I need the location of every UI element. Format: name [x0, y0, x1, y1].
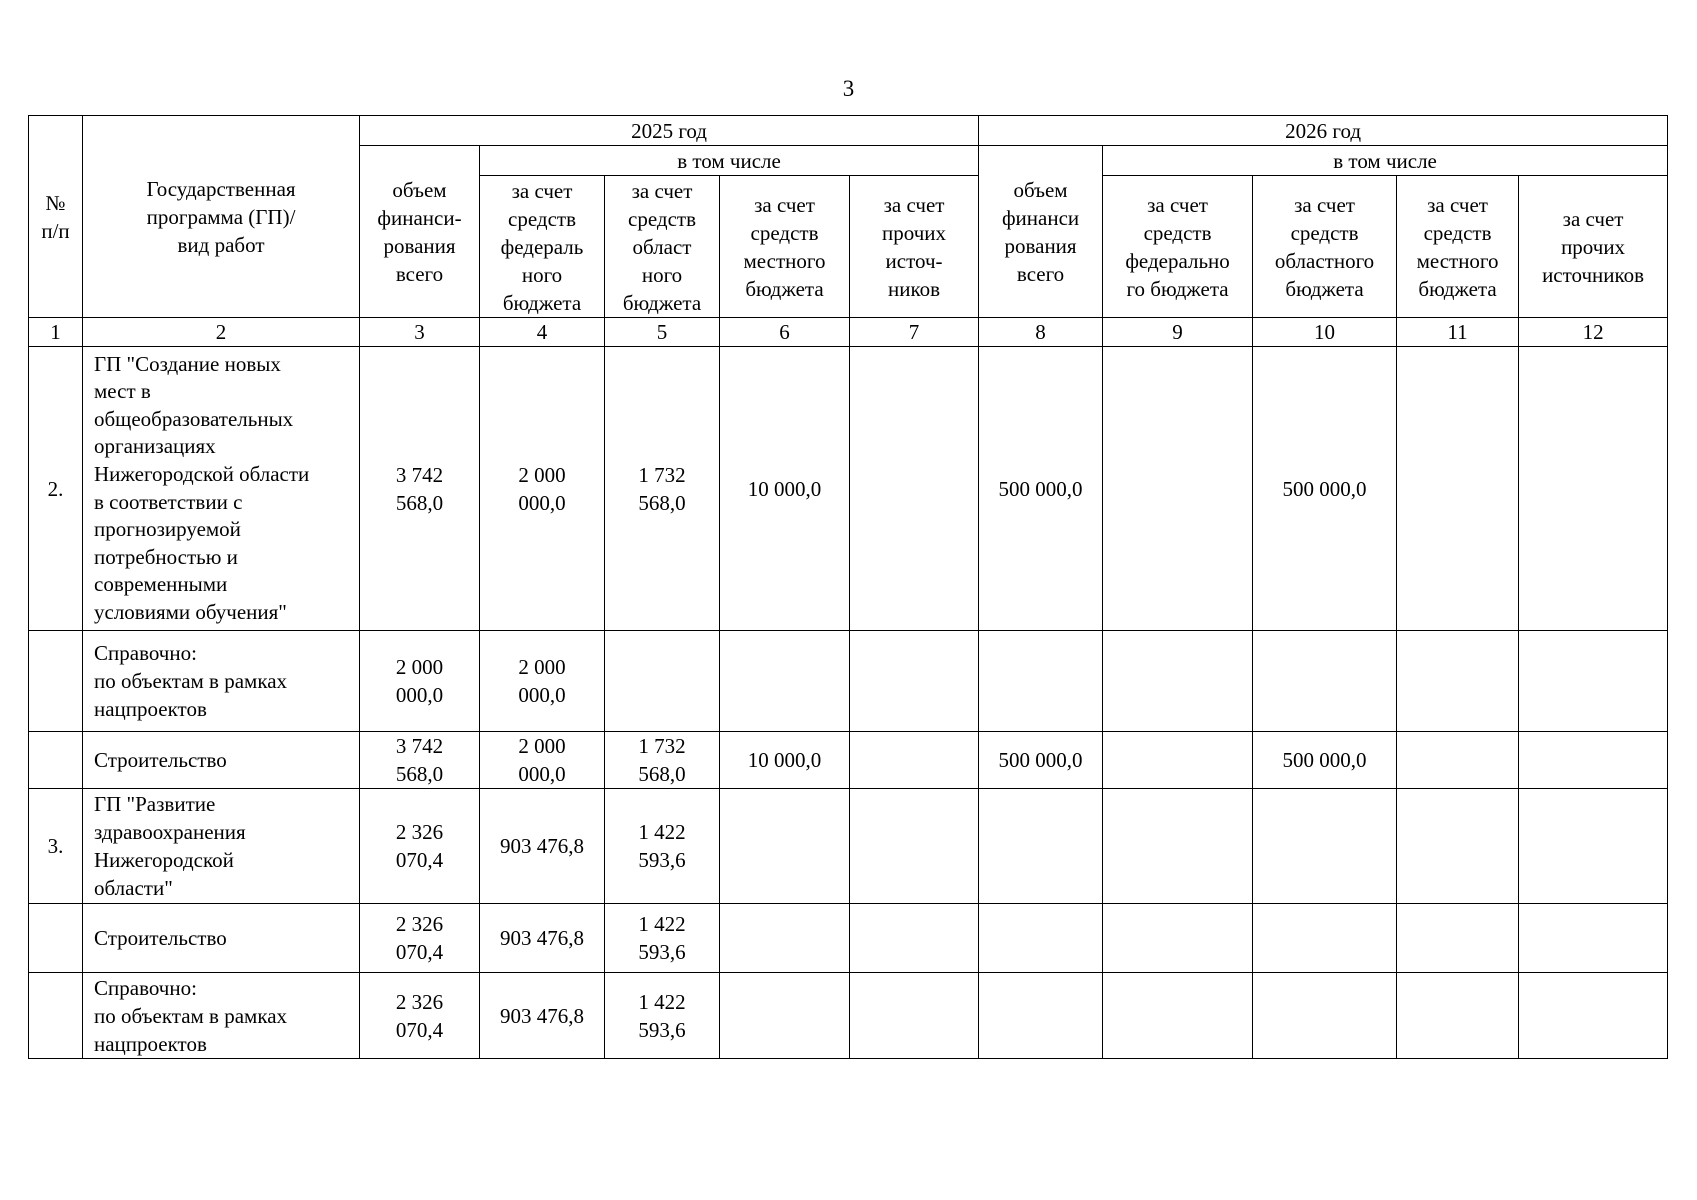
cell-col-9 [1103, 732, 1253, 789]
cell-col-8 [979, 789, 1103, 904]
column-number: 3 [360, 318, 480, 347]
cell-col-6 [720, 631, 850, 732]
cell-col-11 [1397, 789, 1519, 904]
cell-col-9 [1103, 347, 1253, 631]
column-number: 2 [83, 318, 360, 347]
cell-col-7 [850, 732, 979, 789]
table-row [29, 631, 1668, 732]
cell-col-5: 1 732 568,0 [605, 347, 720, 631]
header-col-6: за счет средств местного бюджета [720, 176, 850, 318]
header-col-11: за счет средств местного бюджета [1397, 176, 1519, 318]
row-number: 3. [29, 789, 83, 904]
column-number: 9 [1103, 318, 1253, 347]
program-name: ГП "Развитие здравоохранения Нижегородской области" [83, 789, 360, 904]
cell-col-7 [850, 347, 979, 631]
header-row-years [29, 116, 1668, 146]
cell-col-9 [1103, 789, 1253, 904]
cell-col-10 [1253, 631, 1397, 732]
cell-col-3: 2 000 000,0 [360, 631, 480, 732]
program-name: ГП "Создание новых мест в общеобразовательных организациях Нижегородской области в соответствии с прогнозируемой потребностью и современными условиями обучения" [83, 347, 360, 631]
cell-col-10 [1253, 973, 1397, 1059]
cell-col-4: 903 476,8 [480, 973, 605, 1059]
column-number: 8 [979, 318, 1103, 347]
column-number: 5 [605, 318, 720, 347]
header-in-that-2025: в том числе [480, 146, 979, 176]
cell-col-10: 500 000,0 [1253, 347, 1397, 631]
table-row [29, 973, 1668, 1059]
header-col-8: объем финанси рования всего [979, 146, 1103, 318]
cell-col-8 [979, 973, 1103, 1059]
header-col-4: за счет средств федераль ного бюджета [480, 176, 605, 318]
row-number [29, 732, 83, 789]
row-number [29, 631, 83, 732]
cell-col-12 [1519, 732, 1668, 789]
cell-col-10 [1253, 904, 1397, 973]
cell-col-12 [1519, 347, 1668, 631]
header-in-that-2026: в том числе [1103, 146, 1668, 176]
cell-col-9 [1103, 973, 1253, 1059]
cell-col-10 [1253, 789, 1397, 904]
cell-col-12 [1519, 631, 1668, 732]
cell-col-4: 2 000 000,0 [480, 347, 605, 631]
header-col-9: за счет средств федерально го бюджета [1103, 176, 1253, 318]
cell-col-5 [605, 631, 720, 732]
column-number: 11 [1397, 318, 1519, 347]
column-number: 7 [850, 318, 979, 347]
cell-col-5: 1 422 593,6 [605, 904, 720, 973]
program-name: Справочно: по объектам в рамках нацпроектов [83, 631, 360, 732]
cell-col-6: 10 000,0 [720, 347, 850, 631]
program-name: Справочно: по объектам в рамках нацпроектов [83, 973, 360, 1059]
header-num: № п/п [29, 116, 83, 318]
cell-col-4: 903 476,8 [480, 904, 605, 973]
cell-col-11 [1397, 631, 1519, 732]
cell-col-5: 1 422 593,6 [605, 973, 720, 1059]
cell-col-9 [1103, 904, 1253, 973]
financing-table [28, 115, 1668, 1059]
table-row [29, 789, 1668, 904]
cell-col-3: 2 326 070,4 [360, 973, 480, 1059]
header-program: Государственная программа (ГП)/ вид работ [83, 116, 360, 318]
cell-col-7 [850, 973, 979, 1059]
cell-col-12 [1519, 789, 1668, 904]
header-col-10: за счет средств областного бюджета [1253, 176, 1397, 318]
cell-col-7 [850, 789, 979, 904]
column-number: 1 [29, 318, 83, 347]
column-number: 4 [480, 318, 605, 347]
cell-col-11 [1397, 973, 1519, 1059]
table-row [29, 904, 1668, 973]
program-name: Строительство [83, 904, 360, 973]
cell-col-5: 1 732 568,0 [605, 732, 720, 789]
cell-col-3: 3 742 568,0 [360, 347, 480, 631]
header-col-3: объем финанси- рования всего [360, 146, 480, 318]
cell-col-11 [1397, 904, 1519, 973]
header-col-12: за счет прочих источников [1519, 176, 1668, 318]
cell-col-12 [1519, 904, 1668, 973]
cell-col-3: 2 326 070,4 [360, 904, 480, 973]
cell-col-3: 3 742 568,0 [360, 732, 480, 789]
cell-col-12 [1519, 973, 1668, 1059]
column-number-row [29, 318, 1668, 347]
header-col-7: за счет прочих источ- ников [850, 176, 979, 318]
program-name: Строительство [83, 732, 360, 789]
cell-col-6 [720, 973, 850, 1059]
cell-col-11 [1397, 732, 1519, 789]
cell-col-3: 2 326 070,4 [360, 789, 480, 904]
cell-col-6: 10 000,0 [720, 732, 850, 789]
table-row [29, 347, 1668, 631]
row-number [29, 904, 83, 973]
cell-col-11 [1397, 347, 1519, 631]
column-number: 6 [720, 318, 850, 347]
cell-col-8 [979, 631, 1103, 732]
cell-col-10: 500 000,0 [1253, 732, 1397, 789]
column-number: 10 [1253, 318, 1397, 347]
page-number: 3 [842, 76, 855, 101]
cell-col-7 [850, 631, 979, 732]
header-year-2025: 2025 год [360, 116, 979, 146]
cell-col-6 [720, 789, 850, 904]
cell-col-8: 500 000,0 [979, 732, 1103, 789]
column-number: 12 [1519, 318, 1668, 347]
cell-col-8: 500 000,0 [979, 347, 1103, 631]
header-year-2026: 2026 год [979, 116, 1668, 146]
cell-col-9 [1103, 631, 1253, 732]
cell-col-7 [850, 904, 979, 973]
header-col-5: за счет средств област ного бюджета [605, 176, 720, 318]
cell-col-6 [720, 904, 850, 973]
row-number: 2. [29, 347, 83, 631]
cell-col-5: 1 422 593,6 [605, 789, 720, 904]
row-number [29, 973, 83, 1059]
cell-col-4: 2 000 000,0 [480, 631, 605, 732]
table-row [29, 732, 1668, 789]
cell-col-8 [979, 904, 1103, 973]
cell-col-4: 2 000 000,0 [480, 732, 605, 789]
cell-col-4: 903 476,8 [480, 789, 605, 904]
